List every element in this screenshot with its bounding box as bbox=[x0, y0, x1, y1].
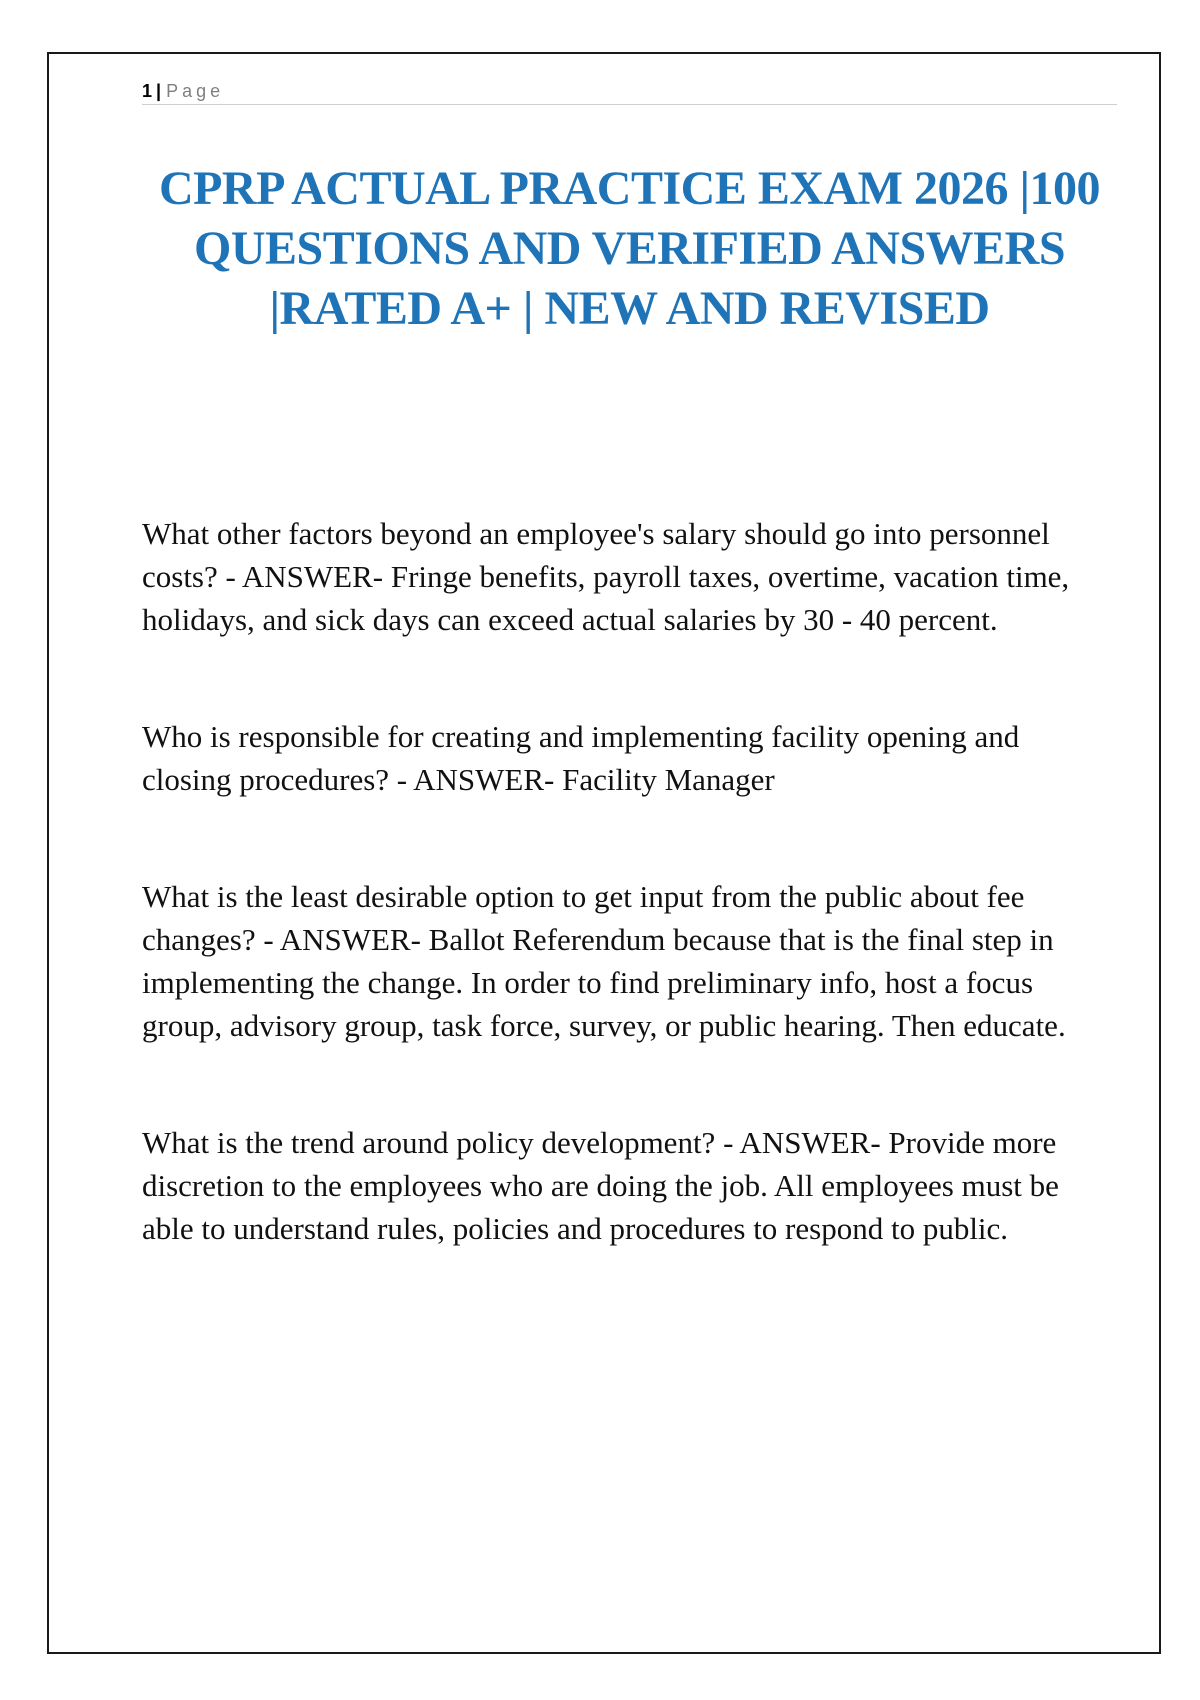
page-number: 1 bbox=[142, 81, 153, 101]
document-title: CPRP ACTUAL PRACTICE EXAM 2026 |100 QUESTIONS AND VERIFIED ANSWERS |RATED A+ | NEW AND REVISED bbox=[158, 162, 1101, 335]
document-page bbox=[47, 52, 1161, 1654]
page-label: Page bbox=[166, 81, 225, 101]
qa-item-2: Who is responsible for creating and implementing facility opening and closing procedures? - ANSWER- Facility Manager bbox=[142, 719, 1020, 797]
qa-item-3: What is the least desirable option to get input from the public about fee changes? - ANSWER- Ballot Referendum because that is the final step in implementing the change. In order to find preliminary info, host a focus group, advisory group, task force, survey, or public hearing. Then educate. bbox=[142, 879, 1066, 1043]
page-header bbox=[142, 82, 1117, 105]
qa-item-1: What other factors beyond an employee's salary should go into personnel costs? - ANSWER- Fringe benefits, payroll taxes, overtime, vacation time, holidays, and sick days can exceed actual salaries by 30 - 40 percent. bbox=[142, 516, 1070, 637]
page-number-separator: | bbox=[156, 81, 162, 101]
qa-item-4: What is the trend around policy development? - ANSWER- Provide more discretion to the employees who are doing the job. All employees must be able to understand rules, policies and procedures to respond to public. bbox=[142, 1125, 1059, 1246]
qa-list bbox=[142, 512, 1107, 1250]
